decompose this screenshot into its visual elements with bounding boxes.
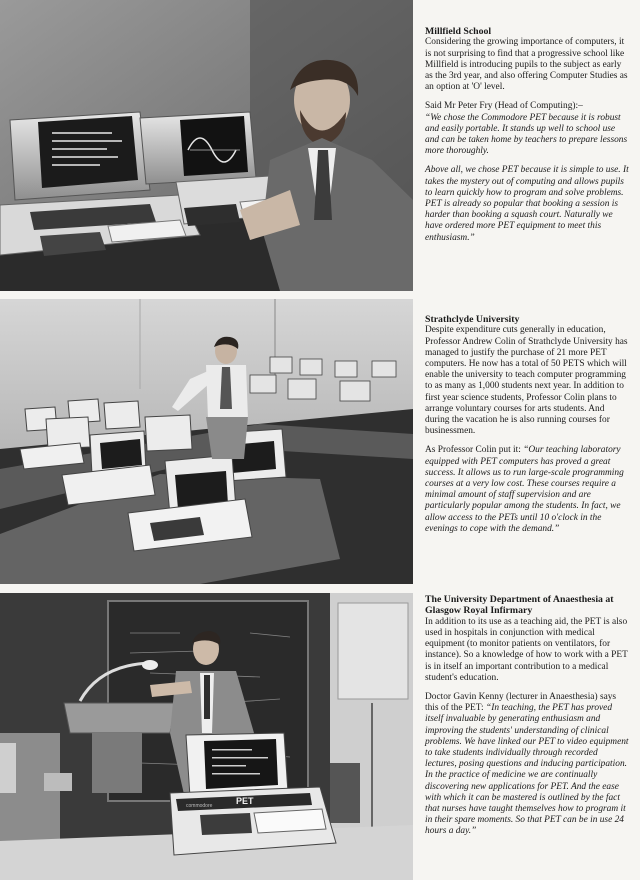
section-heading: The University Department of Anaesthesia at Glasgow Royal Infirmary xyxy=(425,594,614,617)
quote-paragraph: “In teaching, the PET has proved itself invaluable by generating enthusiasm and improving the students' understanding of clinical problems. We have linked our PET to video equipment to take students individually through recorded lectures, posing questions and inducing participation. In the practice of medicine we are continually discovering new applications for PET. And the ease with which it can be mastered is outlined by the fact that nurses have taught themselves how to program it in their spare moments. So that PET can be in use 24 hours a day.” xyxy=(425,703,629,837)
pet-badge: PET xyxy=(236,796,254,806)
section-heading: Strathclyde University xyxy=(425,314,520,325)
photo-glasgow-illustration xyxy=(0,593,413,880)
article-millfield-school xyxy=(425,26,630,252)
section-intro: Considering the growing importance of computers, it is not surprising to find that a progressive school like Millfield is introducing pupils to the subject as early as the 3rd year, and also offering Computer Studies as an option at 'O' level. xyxy=(425,37,628,93)
speaker-attribution: Said Mr Peter Fry (Head of Computing):– xyxy=(425,101,583,112)
section-intro: Despite expenditure cuts generally in education, Professor Andrew Colin of Strathclyde University has managed to justify the purchase of 21 more PET computers. He now has a total of 50 PETS which will enable the university to teach computer programming to as many as 1,000 students next year. In addition to first year science students, Professor Colin plans to arrange voluntary courses for arts students. And during the vacation he is also running courses for businessmen. xyxy=(425,325,628,437)
section-intro: In addition to its use as a teaching aid, the PET is also used in hospitals in conjunction with medical equipment (to monitor patients on ventilators, for instance). So a knowledge of how to work with a PET is in itself an important contribution to a medical student's education. xyxy=(425,616,628,683)
quote-paragraph: “We chose the Commodore PET because it is robust and easily portable. It stands up well to school use and can be taken home by teachers to prepare lessons more thoroughly. xyxy=(425,112,628,157)
photo-strathclyde-lab xyxy=(0,299,413,584)
article-glasgow-royal-infirmary xyxy=(425,594,630,846)
article-strathclyde-university xyxy=(425,314,630,543)
photo-millfield-illustration xyxy=(0,0,413,291)
photo-millfield-school xyxy=(0,0,413,291)
speaker-attribution: Doctor Gavin Kenny (lecturer in Anaesthesia) says this of the PET: xyxy=(425,692,617,714)
photo-glasgow-anaesthesia xyxy=(0,593,413,880)
commodore-label: commodore xyxy=(186,803,213,809)
quote-paragraph: Above all, we chose PET because it is simple to use. It takes the mystery out of computing and allows pupils to learn quickly how to program and solve problems. PET is already so popular that booking a session is harder than booking a squash court. Naturally we have ordered more PET equipment to meet this enthusiasm.” xyxy=(425,165,629,243)
section-heading: Millfield School xyxy=(425,26,492,37)
quote-paragraph: “Our teaching laboratory equipped with PET computers has proved a great success. It allows us to run large-scale programming courses at a very low cost. These courses require a minimal amount of staff supervision and are particularly popular among the students. In fact, we allow access to the PETs until 10 o'clock in the evenings to cope with the demand.” xyxy=(425,445,624,534)
speaker-attribution: As Professor Colin put it: xyxy=(425,445,521,456)
photo-strathclyde-illustration xyxy=(0,299,413,584)
